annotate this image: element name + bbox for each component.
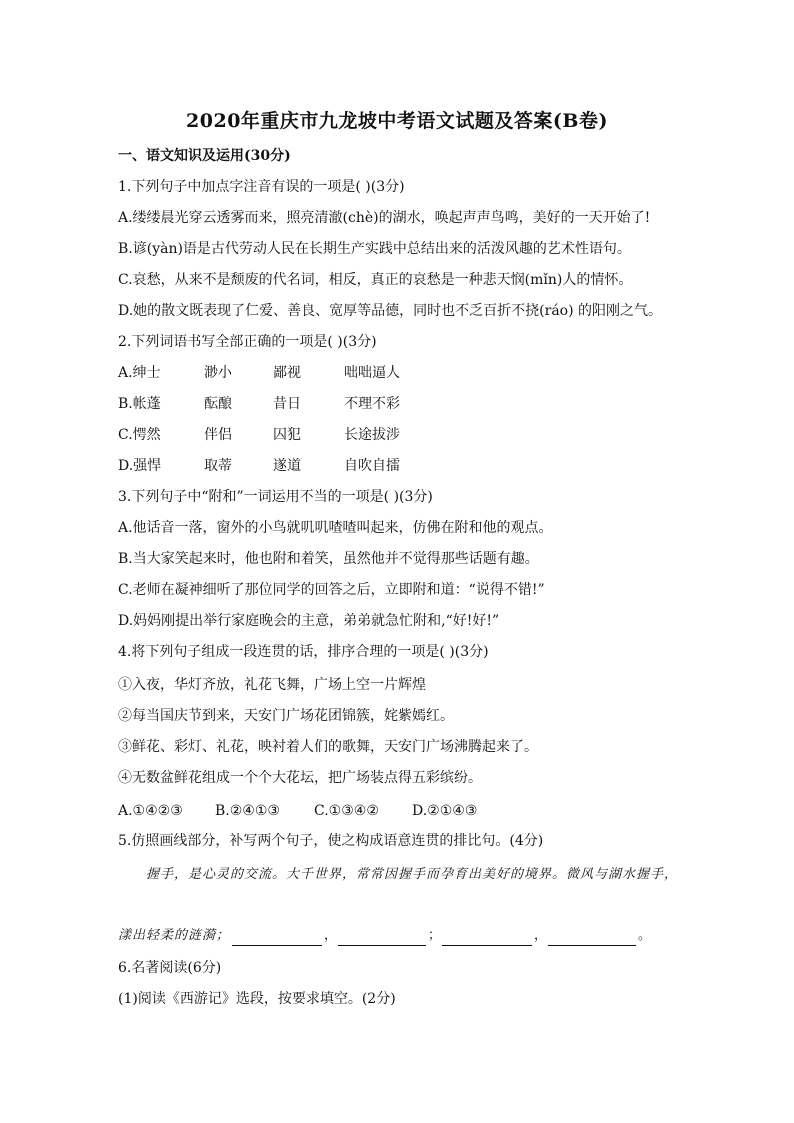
question-5-stem: 5.仿照画线部分，补写两个句子，使之构成语意连贯的排比句。(4分) — [118, 833, 544, 849]
question-4-sentence-4: ④无数盆鲜花组成一个个大花坛，把广场装点得五彩缤纷。 — [118, 770, 482, 786]
section-heading: 一、语文知识及运用(30分) — [118, 148, 291, 164]
word-cell: 渺小 — [204, 365, 232, 381]
question-3-option-d: D.妈妈刚提出举行家庭晚会的主意，弟弟就急忙附和,“好!好!” — [118, 613, 500, 629]
question-5-excerpt-start: 漾出轻柔的涟漪； — [118, 928, 231, 943]
blank-separator: ， — [324, 928, 338, 943]
question-5-excerpt: 握手，是心灵的交流。大千世界，常常因握手而孕育出美好的境界。微风与湖水握手， — [146, 867, 679, 882]
page-title: 2020年重庆市九龙坡中考语文试题及答案(B卷) — [186, 110, 608, 132]
word-cell: D.强悍 — [118, 458, 162, 474]
word-cell: C.愕然 — [118, 427, 161, 443]
choice-b: B.②④①③ — [215, 803, 280, 819]
word-cell: 酝酿 — [204, 396, 232, 412]
word-cell: 取蒂 — [204, 458, 232, 474]
question-3-option-a: A.他话音一落，窗外的小鸟就叽叽喳喳叫起来，仿佛在附和他的观点。 — [118, 520, 553, 536]
question-1-stem: 1.下列句子中加点字注音有误的一项是( )(3分) — [118, 179, 405, 195]
blank-end: 。 — [638, 928, 652, 943]
word-cell: A.绅士 — [118, 365, 161, 381]
word-cell: 鄙视 — [273, 365, 301, 381]
question-4-stem: 4.将下列句子组成一段连贯的话，排序合理的一项是( )(3分) — [118, 644, 489, 660]
question-2-stem: 2.下列词语书写全部正确的一项是( )(3分) — [118, 334, 377, 350]
question-4-sentence-1: ①入夜，华灯齐放，礼花飞舞，广场上空一片辉煌 — [118, 677, 426, 693]
question-6-stem: 6.名著阅读(6分) — [118, 960, 222, 976]
word-cell: 长途拔涉 — [344, 427, 400, 443]
word-cell: 伴侣 — [204, 427, 232, 443]
question-3-option-c: C.老师在凝神细听了那位同学的回答之后，立即附和道：“说得不错!” — [118, 582, 545, 598]
question-1-option-d: D.她的散文既表现了仁爱、善良、宽厚等品德，同时也不乏百折不挠(ráo) 的阳刚之气。 — [118, 303, 663, 319]
blank-separator: ； — [428, 928, 442, 943]
choice-a: A.①④②③ — [118, 803, 183, 819]
choice-c: C.①③④② — [314, 803, 379, 819]
word-cell: 遂道 — [273, 458, 301, 474]
question-1-option-c: C.哀愁，从来不是颓废的代名词，相反，真正的哀愁是一种悲天悯(mǐn)人的情怀。 — [118, 272, 633, 288]
choice-d: D.②①④③ — [412, 803, 478, 819]
question-4-sentence-3: ③鲜花、彩灯、礼花，映衬着人们的歌舞，天安门广场沸腾起来了。 — [118, 739, 538, 755]
answer-blank-1[interactable] — [232, 926, 322, 946]
answer-blank-4[interactable] — [548, 926, 636, 946]
question-1-option-a: A.缕缕晨光穿云透雾而来，照亮清澈(chè)的湖水，唤起声声鸟鸣，美好的一天开始了! — [118, 210, 651, 226]
question-3-option-b: B.当大家笑起来时，他也附和着笑，虽然他并不觉得那些话题有趣。 — [118, 551, 539, 567]
blank-separator: ， — [534, 928, 548, 943]
question-6-sub-1: (1)阅读《西游记》选段，按要求填空。(2分) — [118, 991, 396, 1007]
question-4-sentence-2: ②每当国庆节到来，天安门广场花团锦簇，姹紫嫣红。 — [118, 708, 454, 724]
answer-blank-2[interactable] — [338, 926, 426, 946]
word-cell: 自吹自擂 — [344, 458, 400, 474]
question-3-stem: 3.下列句子中“附和”一词运用不当的一项是( )(3分) — [118, 489, 433, 505]
answer-blank-3[interactable] — [442, 926, 532, 946]
question-1-option-b: B.谚(yàn)语是古代劳动人民在长期生产实践中总结出来的活泼风趣的艺术性语句。 — [118, 241, 631, 257]
word-cell: 不理不彩 — [344, 396, 400, 412]
word-cell: B.帐蓬 — [118, 396, 161, 412]
word-cell: 昔日 — [273, 396, 301, 412]
word-cell: 咄咄逼人 — [344, 365, 400, 381]
word-cell: 囚犯 — [273, 427, 301, 443]
